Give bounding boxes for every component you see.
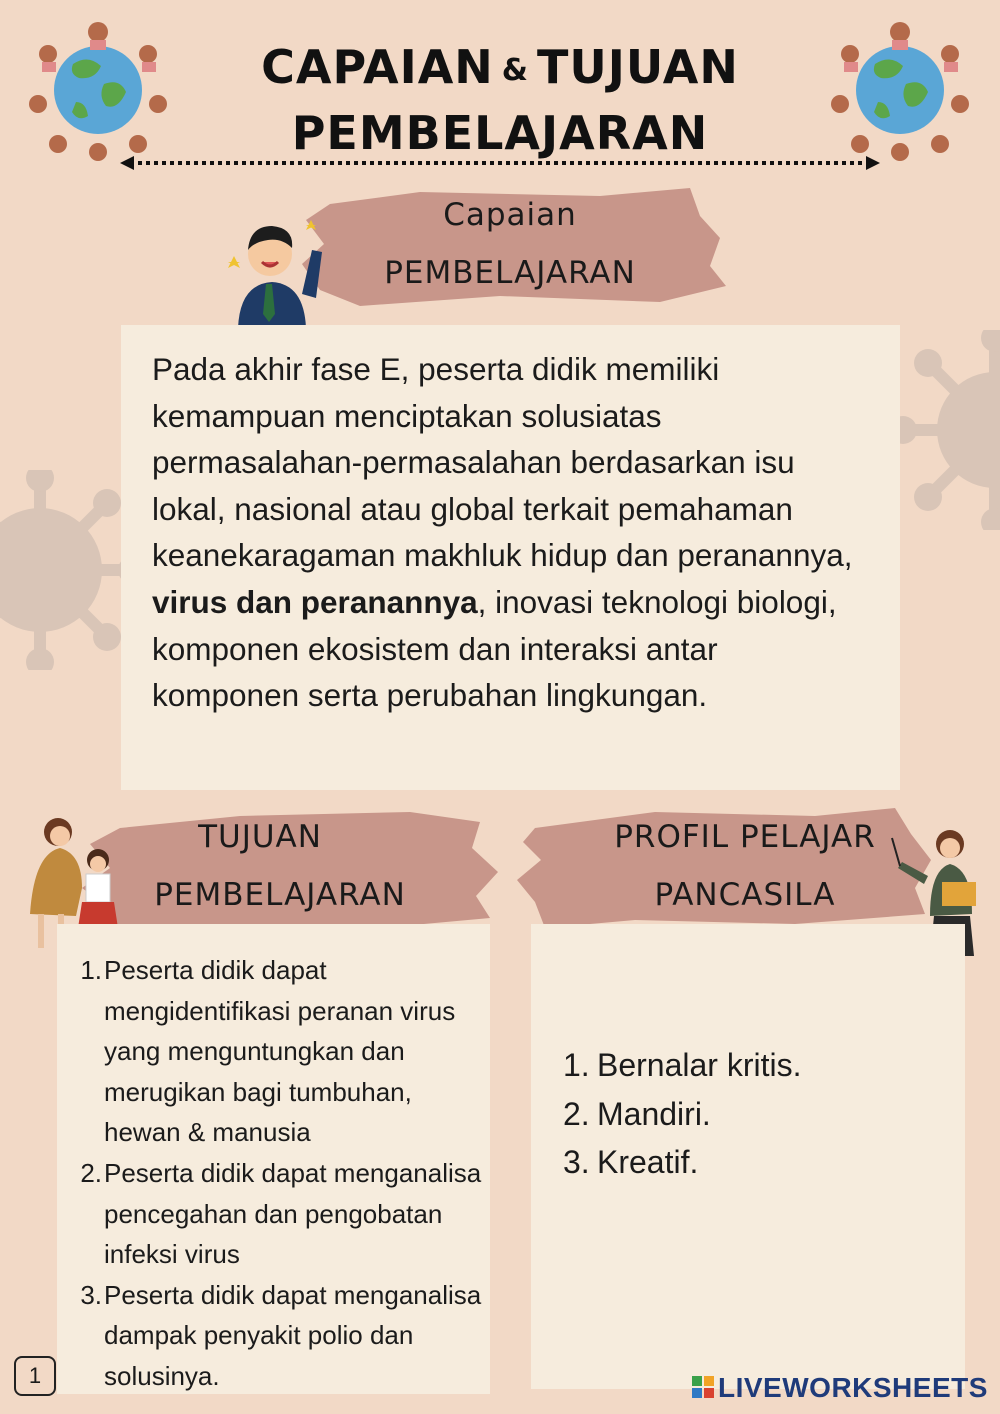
list-item	[563, 1041, 943, 1090]
list-item-text: Mandiri.	[597, 1095, 711, 1132]
liveworksheets-logo-text: LIVEWORKSHEETS	[718, 1372, 988, 1403]
page-number: 1	[14, 1356, 56, 1396]
tujuan-heading	[90, 808, 450, 924]
list-item-number: 1.	[80, 955, 102, 985]
list-item	[563, 1138, 943, 1187]
tujuan-heading-line2: PEMBELAJARAN	[154, 877, 406, 913]
title-tujuan: TUJUAN	[536, 40, 739, 94]
tujuan-heading-line1: TUJUAN	[198, 819, 322, 855]
list-item-number: 3.	[80, 1279, 102, 1310]
virus-icon	[895, 330, 1000, 530]
page-title	[0, 40, 1000, 94]
virus-icon	[0, 470, 140, 670]
list-item	[74, 1153, 494, 1275]
list-item-number: 3.	[563, 1144, 590, 1180]
profil-list	[563, 1041, 943, 1187]
businessman-icon	[210, 210, 330, 328]
list-item-number: 2.	[80, 1157, 102, 1188]
capaian-heading-line2: PEMBELAJARAN	[384, 255, 636, 291]
capaian-text-part1: Pada akhir fase E, peserta didik memiliki kemampuan menciptakan solusiatas permasalahan-permasalahan berdasarkan isu lokal, nasional atau global terkait pemahaman keanekaragaman makhluk hidup dan peranannya,	[152, 351, 853, 574]
list-item	[74, 950, 494, 1153]
capaian-heading	[330, 186, 690, 302]
list-item-text: Kreatif.	[597, 1144, 699, 1180]
profil-heading-line2: PANCASILA	[654, 877, 836, 913]
list-item-number: 1.	[563, 1047, 590, 1083]
capaian-text-bold: virus dan peranannya	[152, 583, 478, 620]
list-item-text: Bernalar kritis.	[597, 1047, 802, 1083]
page-title-line2: PEMBELAJARAN	[291, 106, 709, 160]
capaian-text	[152, 346, 872, 719]
tujuan-list	[74, 950, 494, 1397]
list-item-number: 2.	[563, 1095, 590, 1132]
list-item-text: Peserta didik dapat menganalisa pencegahan dan pengobatan infeksi virus	[104, 1157, 482, 1270]
divider-arrow	[120, 156, 880, 170]
liveworksheets-logo-icon	[692, 1376, 714, 1398]
profil-heading	[560, 808, 930, 924]
capaian-text-part2: , inovasi teknologi biologi, komponen ekosistem dan interaksi antar komponen serta perubahan lingkungan.	[152, 583, 837, 714]
capaian-heading-line1: Capaian	[443, 197, 577, 233]
title-ampersand: &	[501, 53, 529, 88]
profil-heading-line1: PROFIL PELAJAR	[614, 819, 876, 855]
list-item-text: Peserta didik dapat mengidentifikasi peranan virus yang menguntungkan dan merugikan bagi tumbuhan, hewan & manusia	[104, 955, 456, 1148]
list-item-text: Peserta didik dapat menganalisa dampak penyakit polio dan solusinya.	[104, 1279, 482, 1391]
list-item	[563, 1090, 943, 1139]
list-item	[74, 1275, 494, 1397]
title-capaian: CAPAIAN	[261, 40, 494, 94]
